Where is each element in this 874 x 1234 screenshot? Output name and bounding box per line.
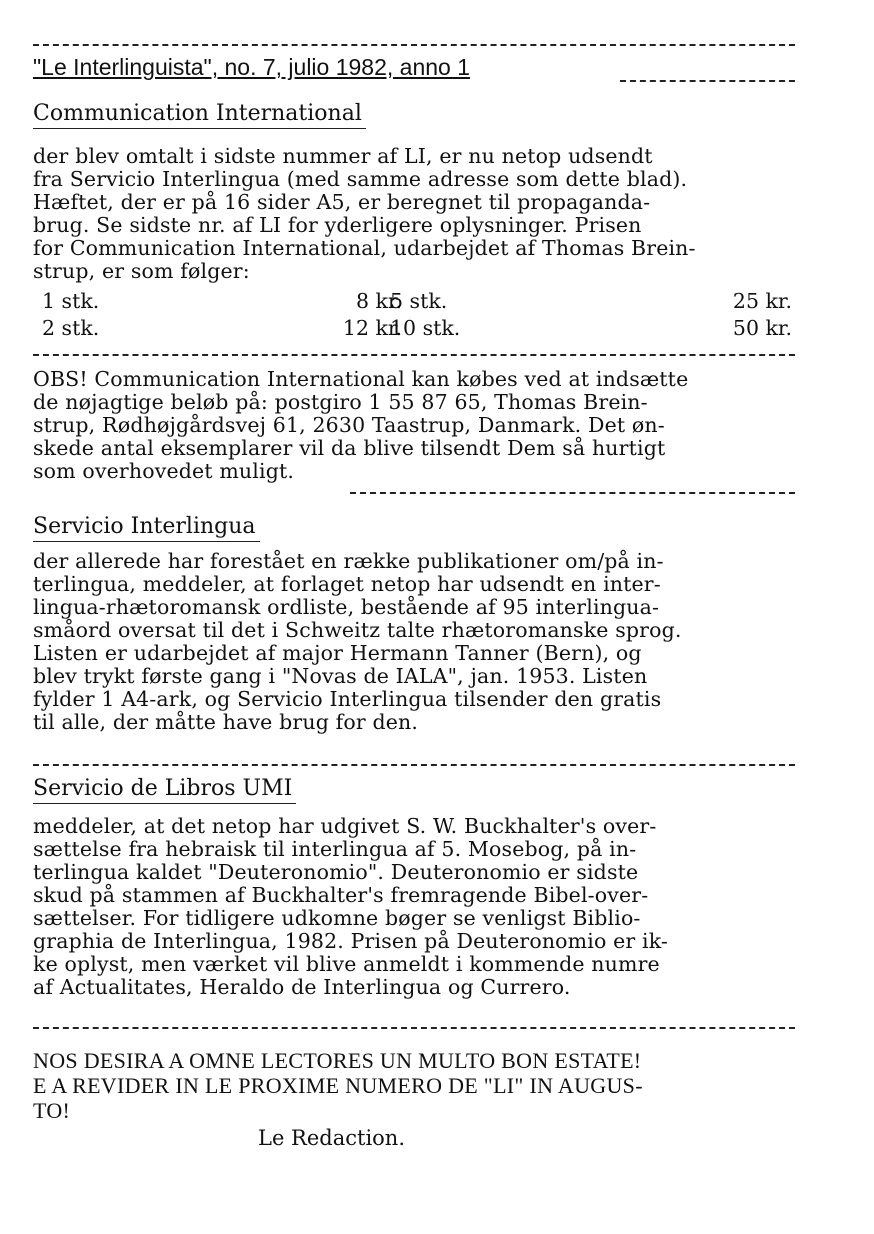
text-line: der allerede har forestået en række publikationer om/på in- [33,549,664,573]
dashed-divider [33,354,795,356]
text-line: TO! [33,1098,71,1123]
obs-notice-text [33,368,823,483]
text-line: graphia de Interlingua, 1982. Prisen på Deuteronomio er ik- [33,929,669,953]
text-line: terlingua, meddeler, at forlaget netop har udsendt en inter- [33,572,661,596]
text-line: OBS! Communication International kan købes ved at indsætte [33,367,689,391]
price-amount: 12 kr. [342,316,402,340]
dashed-divider [350,492,795,494]
text-line: brug. Se sidste nr. af LI for yderligere oplysninger. Prisen [33,213,642,237]
text-line: som overhovedet muligt. [33,459,295,483]
section-heading-servicio-interlingua: Servicio Interlingua [33,513,260,542]
price-amount: 25 kr. [732,289,792,313]
text-line: fra Servicio Interlingua (med samme adresse som dette blad). [33,167,688,191]
price-quantity: 1 stk. [42,289,100,313]
section-heading-servicio-de-libros-umi: Servicio de Libros UMI [33,775,296,804]
text-line: småord oversat til det i Schweitz talte rhætoromanske sprog. [33,618,682,642]
dashed-divider [33,1027,795,1029]
communication-international-text [33,145,823,283]
signature: Le Redaction. [258,1126,406,1150]
price-amount: 8 kr. [355,289,402,313]
price-quantity: 2 stk. [42,316,100,340]
text-line: til alle, der måtte have brug for den. [33,710,419,734]
price-quantity: 5 stk. [390,289,448,313]
dashed-divider [620,80,795,82]
text-line: strup, er som følger: [33,259,250,283]
text-line: lingua-rhætoromansk ordliste, bestående af 95 interlingua- [33,595,660,619]
section-heading-communication-international: Communication International [33,100,366,129]
text-line: Listen er udarbejdet af major Hermann Tanner (Bern), og [33,641,642,665]
text-line: Hæftet, der er på 16 sider A5, er beregnet til propaganda- [33,190,651,214]
masthead [33,52,795,82]
dashed-divider [33,44,795,46]
text-line: ke oplyst, men værket vil blive anmeldt i kommende numre [33,952,660,976]
price-amount: 50 kr. [732,316,792,340]
text-line: skede antal eksemplarer vil da blive tilsendt Dem så hurtigt [33,436,666,460]
price-quantity: 10 stk. [390,316,461,340]
text-line: de nøjagtige beløb på: postgiro 1 55 87 65, Thomas Brein- [33,390,648,414]
dashed-divider [33,764,795,766]
text-line: sættelse fra hebraisk til interlingua af 5. Mosebog, på in- [33,837,637,861]
masthead-text: "Le Interlinguista", no. 7, julio 1982, anno 1 [33,54,471,80]
servicio-interlingua-text [33,550,823,734]
text-line: der blev omtalt i sidste nummer af LI, er nu netop udsendt [33,144,653,168]
text-line: E A REVIDER IN LE PROXIME NUMERO DE "LI" IN AUGUS- [33,1073,643,1098]
text-line: terlingua kaldet "Deuteronomio". Deuteronomio er sidste [33,860,639,884]
text-line: sættelser. For tidligere udkomne bøger se venligst Biblio- [33,906,641,930]
price-row [42,289,802,313]
text-line: skud på stammen af Buckhalter's fremragende Bibel-over- [33,883,649,907]
text-line: for Communication International, udarbejdet af Thomas Brein- [33,236,696,260]
text-line: strup, Rødhøjgårdsvej 61, 2630 Taastrup, Danmark. Det øn- [33,413,665,437]
price-row [42,316,802,340]
servicio-de-libros-text [33,815,823,999]
text-line: blev trykt første gang i "Novas de IALA", jan. 1953. Listen [33,664,648,688]
text-line: NOS DESIRA A OMNE LECTORES UN MULTO BON ESTATE! [33,1048,642,1073]
text-line: af Actualitates, Heraldo de Interlingua og Currero. [33,975,571,999]
text-line: fylder 1 A4-ark, og Servicio Interlingua tilsender den gratis [33,687,662,711]
text-line: meddeler, at det netop har udgivet S. W. Buckhalter's over- [33,814,657,838]
closing-greeting [33,1048,823,1123]
